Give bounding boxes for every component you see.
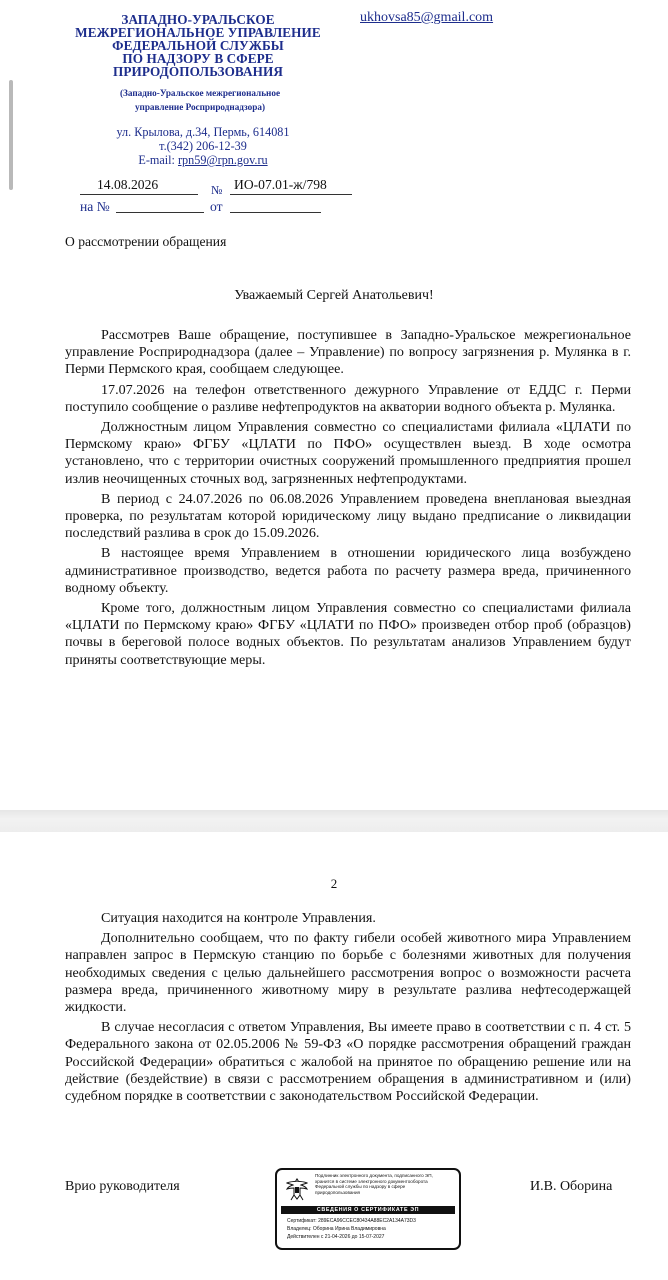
organization-address bbox=[98, 125, 308, 167]
letter-subject: О рассмотрении обращения bbox=[65, 234, 227, 249]
body-paragraph: Должностным лицом Управления совместно со специалистами филиала «ЦЛАТИ по Пермскому краю» ФГБУ «ЦЛАТИ по ПФО» осуществлен выезд. В ходе осмотра установлено, что с территории очистных сооружений промышленного предприятия прошел излив неочищенных сточных вод, загрязненных нефтепродуктами. bbox=[65, 419, 631, 487]
phone-line: т.(342) 206-12-39 bbox=[159, 139, 247, 153]
organization-name bbox=[58, 13, 338, 78]
on-number-underline bbox=[116, 212, 204, 213]
body-paragraph: Кроме того, должностным лицом Управления совместно со специалистами филиала «ЦЛАТИ по Пермскому краю» ФГБУ «ЦЛАТИ по ПФО» произведен отбор проб (образцов) почвы в береговой полосе водных объектов. По результатам анализов Управлением будут приняты соответствующие меры. bbox=[65, 600, 631, 668]
number-label: № bbox=[211, 183, 223, 197]
letter-greeting: Уважаемый Сергей Анатольевич! bbox=[234, 288, 434, 303]
certificate-validity: Действителен с 21-04-2026 до 15-07-2027 bbox=[287, 1234, 385, 1240]
from-underline bbox=[230, 212, 321, 213]
scrollbar-thumb[interactable] bbox=[9, 80, 13, 190]
email-label: E-mail: bbox=[138, 153, 178, 167]
address-line: ул. Крылова, д.34, Пермь, 614081 bbox=[116, 125, 290, 139]
body-paragraph: 17.07.2026 на телефон ответственного дежурного Управление от ЕДДС г. Перми поступило сообщение о разливе нефтепродуктов на акватории водного объекта р. Мулянка. bbox=[65, 381, 631, 415]
page-number: 2 bbox=[330, 876, 338, 891]
page-separator bbox=[0, 810, 668, 832]
signatory-name: И.В. Оборина bbox=[530, 1179, 613, 1194]
organization-short-name-line: управление Росприроднадзора) bbox=[134, 102, 266, 112]
stamp-header-line: природопользования bbox=[315, 1189, 361, 1195]
email-line bbox=[98, 153, 308, 167]
certificate-number: Сертификат: 289ECA96CCEC80434A88EC2A134A73D3 bbox=[287, 1218, 416, 1224]
organization-email-link[interactable]: rpn59@rpn.gov.ru bbox=[177, 153, 268, 167]
electronic-signature-stamp bbox=[275, 1168, 461, 1250]
organization-short-name-line: (Западно-Уральское межрегиональное bbox=[119, 88, 281, 98]
registration-date: 14.08.2026 bbox=[97, 177, 159, 192]
number-underline bbox=[230, 194, 352, 195]
body-paragraph: В период с 24.07.2026 по 06.08.2026 Управлением проведена внеплановая выездная проверка, по результатам которой юридическому лицу выдано предписание о ликвидации последствий разлива в срок до 15.09.2026. bbox=[65, 490, 631, 542]
certificate-info bbox=[287, 1217, 457, 1241]
registration-number: ИО-07.01-ж/798 bbox=[234, 177, 327, 192]
letter-body-page-2 bbox=[65, 910, 631, 1108]
organization-short-name bbox=[90, 86, 310, 114]
certificate-owner: Владелец: Оборина Ирина Владимировна bbox=[287, 1226, 386, 1232]
stamp-header-line: Федеральной службы по надзору в сфере bbox=[315, 1184, 406, 1190]
body-paragraph: Рассмотрев Ваше обращение, поступившее в Западно-Уральское межрегиональное управление Росприроднадзора (далее – Управление) по вопросу загрязнения р. Мулянка в г. Перми Пермского края, сообщаем следующее. bbox=[65, 327, 631, 378]
organization-name-line: ФЕДЕРАЛЬНОЙ СЛУЖБЫ bbox=[112, 38, 284, 53]
body-paragraph: Дополнительно сообщаем, что по факту гибели особей животного мира Управлением направлен запрос в Пермскую станцию по борьбе с болезнями животных для получения необходимых сведения с целью дальнейшего рассмотрения вопрос о возможности расчета размера вреда, причиненного животному миру в результате разлива нефтесодержащей жидкости. bbox=[65, 930, 631, 1016]
on-number-label: на № bbox=[80, 199, 110, 214]
body-paragraph: В случае несогласия с ответом Управления, Вы имеете право в соответствии с п. 4 ст. 5 Федерального закона от 02.05.2006 № 59-ФЗ «О порядке рассмотрения обращений граждан Российской Федерации» обратиться с жалобой на принятое по обращению решение или на действие (бездействие) в связи с рассмотрением обращения в административном и (или) судебном порядке в соответствии с законодательством Российской Федерации. bbox=[65, 1019, 631, 1105]
signatory-title: Врио руководителя bbox=[65, 1179, 180, 1194]
letter-body-page-1 bbox=[65, 327, 631, 672]
date-underline bbox=[80, 194, 198, 195]
stamp-header-line: Подлинник электронного документа, подписанного ЭП, bbox=[315, 1173, 433, 1178]
organization-name-line: МЕЖРЕГИОНАЛЬНОЕ УПРАВЛЕНИЕ bbox=[75, 25, 321, 40]
stamp-title-bar: СВЕДЕНИЯ О СЕРТИФИКАТЕ ЭП bbox=[281, 1206, 455, 1214]
stamp-header-line: хранится в системе электронного документооборота bbox=[315, 1178, 428, 1184]
organization-name-line: ПРИРОДОПОЛЬЗОВАНИЯ bbox=[113, 64, 283, 79]
recipient-email-link[interactable]: ukhovsa85@gmail.com bbox=[360, 10, 494, 25]
organization-name-line: ЗАПАДНО-УРАЛЬСКОЕ bbox=[121, 12, 275, 27]
organization-name-line: ПО НАДЗОРУ В СФЕРЕ bbox=[122, 51, 274, 66]
stamp-header bbox=[315, 1173, 457, 1195]
from-label: от bbox=[210, 199, 223, 214]
eagle-emblem-icon bbox=[283, 1175, 311, 1203]
body-paragraph: Ситуация находится на контроле Управления. bbox=[101, 910, 376, 926]
body-paragraph: В настоящее время Управлением в отношении юридического лица возбуждено административное производство, ведется работа по расчету размера вреда, причиненного водному объекту. bbox=[65, 545, 631, 596]
